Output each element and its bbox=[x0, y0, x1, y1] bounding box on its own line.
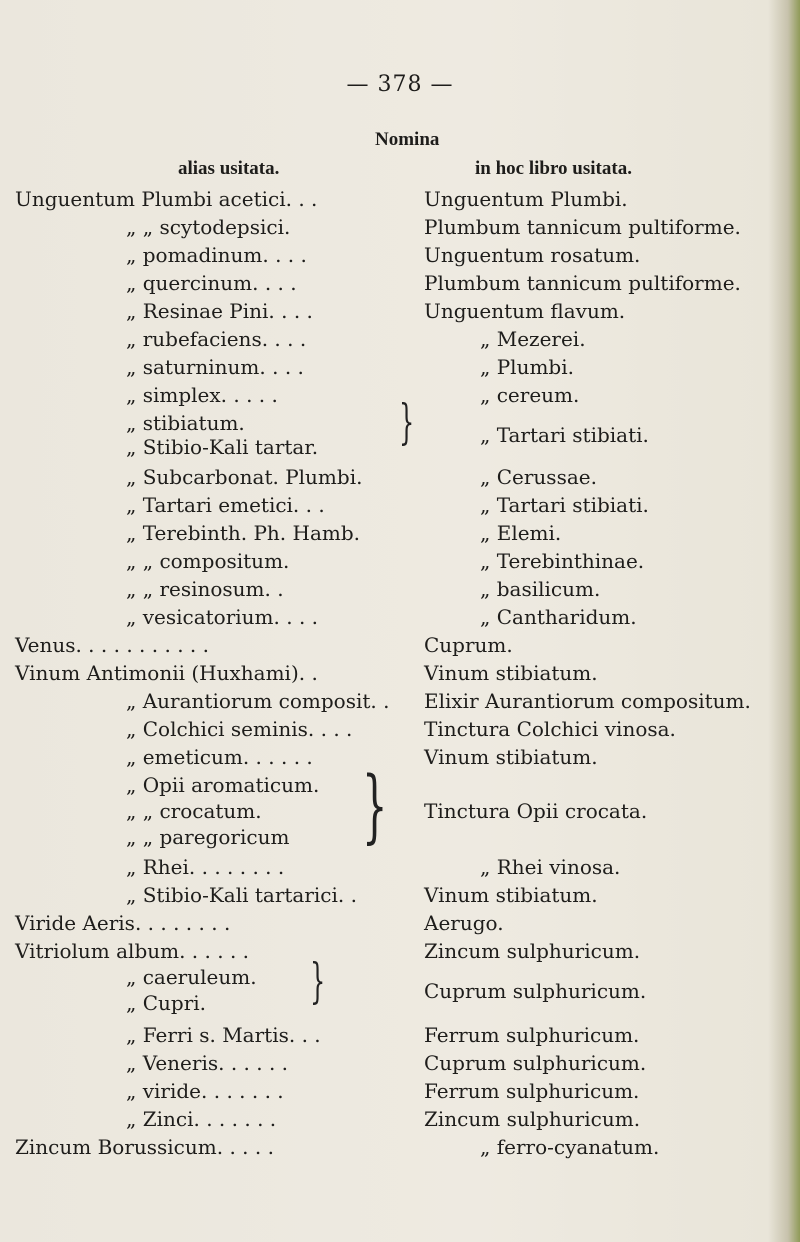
old-name: „ quercinum. . . . bbox=[126, 271, 297, 295]
old-name: „ saturninum. . . . bbox=[126, 355, 304, 379]
old-name: „ rubefaciens. . . . bbox=[126, 327, 307, 351]
new-name: „ Tartari stibiati. bbox=[480, 493, 649, 517]
old-name: „ „ scytodepsici. bbox=[126, 215, 291, 239]
old-name: „ „ compositum. bbox=[126, 549, 290, 573]
old-name: „ „ crocatum. bbox=[126, 799, 262, 823]
old-name: Vinum Antimonii (Huxhami). . bbox=[15, 661, 318, 685]
new-name: Plumbum tannicum pultiforme. bbox=[424, 215, 741, 239]
new-name: Vinum stibiatum. bbox=[424, 883, 598, 907]
table-row bbox=[0, 714, 800, 744]
table-row bbox=[0, 240, 800, 270]
new-name: „ Terebinthinae. bbox=[480, 549, 645, 573]
old-name: „ caeruleum. bbox=[126, 965, 257, 989]
old-name: „ Stibio-Kali tartar. bbox=[126, 435, 319, 459]
table-row bbox=[0, 212, 800, 242]
brace-icon: } bbox=[310, 953, 326, 1009]
table-row bbox=[0, 852, 800, 882]
old-name: „ Rhei. . . . . . . . bbox=[126, 855, 285, 879]
new-name: Tinctura Opii crocata. bbox=[424, 799, 648, 823]
old-name: „ Veneris. . . . . . bbox=[126, 1051, 289, 1075]
old-name: „ „ resinosum. . bbox=[126, 577, 284, 601]
new-name: Cuprum. bbox=[424, 633, 513, 657]
old-name: „ Subcarbonat. Plumbi. bbox=[126, 465, 363, 489]
new-name: „ Cerussae. bbox=[480, 465, 597, 489]
new-name: „ Mezerei. bbox=[480, 327, 586, 351]
new-name: Zincum sulphuricum. bbox=[424, 939, 641, 963]
old-name: „ Aurantiorum composit. . bbox=[126, 689, 390, 713]
new-name: Unguentum Plumbi. bbox=[424, 187, 628, 211]
new-name: Zincum sulphuricum. bbox=[424, 1107, 641, 1131]
header-nomina: Nomina bbox=[375, 129, 440, 150]
table-row bbox=[0, 658, 800, 688]
new-name: Ferrum sulphuricum. bbox=[424, 1023, 640, 1047]
page-number: — 378 — bbox=[346, 72, 454, 97]
new-name: „ cereum. bbox=[480, 383, 580, 407]
old-name: „ pomadinum. . . . bbox=[126, 243, 307, 267]
new-name: „ Plumbi. bbox=[480, 355, 574, 379]
header-alias-usitata: alias usitata. bbox=[178, 158, 280, 179]
old-name: Zincum Borussicum. . . . . bbox=[15, 1135, 274, 1159]
new-name: „ ferro-cyanatum. bbox=[480, 1135, 660, 1159]
table-row bbox=[0, 268, 800, 298]
table-row bbox=[0, 1104, 800, 1134]
old-name: Vitriolum album. . . . . . bbox=[15, 939, 250, 963]
table-row bbox=[0, 352, 800, 382]
table-row bbox=[0, 1076, 800, 1106]
new-name: Cuprum sulphuricum. bbox=[424, 1051, 647, 1075]
table-row bbox=[0, 324, 800, 354]
old-name: „ simplex. . . . . bbox=[126, 383, 278, 407]
new-name: Aerugo. bbox=[424, 911, 504, 935]
new-name: Vinum stibiatum. bbox=[424, 745, 598, 769]
old-name: „ Opii aromaticum. bbox=[126, 773, 320, 797]
table-row bbox=[0, 602, 800, 632]
table-row bbox=[0, 490, 800, 520]
table-row bbox=[0, 1132, 800, 1162]
table-row bbox=[0, 462, 800, 492]
old-name: „ Stibio-Kali tartarici. . bbox=[126, 883, 357, 907]
table-row bbox=[0, 184, 800, 214]
old-name: Unguentum Plumbi acetici. . . bbox=[15, 187, 318, 211]
table-row bbox=[0, 630, 800, 660]
table-row bbox=[0, 1020, 800, 1050]
new-name: „ Elemi. bbox=[480, 521, 562, 545]
old-name: „ stibiatum. bbox=[126, 411, 245, 435]
old-name: „ vesicatorium. . . . bbox=[126, 605, 319, 629]
new-name: Elixir Aurantiorum compositum. bbox=[424, 689, 751, 713]
old-name: „ emeticum. . . . . . bbox=[126, 745, 313, 769]
old-name: „ Colchici seminis. . . . bbox=[126, 717, 353, 741]
old-name: „ Ferri s. Martis. . . bbox=[126, 1023, 321, 1047]
header-in-hoc-libro: in hoc libro usitata. bbox=[475, 158, 632, 179]
table-row bbox=[0, 908, 800, 938]
old-name: Venus. . . . . . . . . . . bbox=[15, 633, 209, 657]
table-row bbox=[0, 979, 800, 1018]
old-name: „ Resinae Pini. . . . bbox=[126, 299, 313, 323]
new-name: Cuprum sulphuricum. bbox=[424, 979, 647, 1003]
new-name: Tinctura Colchici vinosa. bbox=[424, 717, 676, 741]
old-name: „ Zinci. . . . . . . bbox=[126, 1107, 277, 1131]
old-name: „ „ paregoricum bbox=[126, 825, 290, 849]
table-row bbox=[0, 546, 800, 576]
old-name: „ Cupri. bbox=[126, 991, 207, 1015]
brace-icon: } bbox=[399, 394, 415, 450]
table-row bbox=[0, 742, 800, 772]
old-name: „ Tartari emetici. . . bbox=[126, 493, 325, 517]
old-name: Viride Aeris. . . . . . . . bbox=[15, 911, 231, 935]
new-name: „ Rhei vinosa. bbox=[480, 855, 621, 879]
table-row bbox=[0, 296, 800, 326]
new-name: „ Cantharidum. bbox=[480, 605, 637, 629]
new-name: Vinum stibiatum. bbox=[424, 661, 598, 685]
new-name: Plumbum tannicum pultiforme. bbox=[424, 271, 741, 295]
table-row bbox=[0, 518, 800, 548]
new-name: „ basilicum. bbox=[480, 577, 601, 601]
new-name: „ Tartari stibiati. bbox=[480, 423, 649, 447]
table-row bbox=[0, 1048, 800, 1078]
table-row bbox=[0, 880, 800, 910]
new-name: Ferrum sulphuricum. bbox=[424, 1079, 640, 1103]
old-name: „ viride. . . . . . . bbox=[126, 1079, 284, 1103]
brace-icon: } bbox=[362, 759, 388, 852]
table-row bbox=[0, 574, 800, 604]
table-row bbox=[0, 822, 800, 852]
old-name: „ Terebinth. Ph. Hamb. bbox=[126, 521, 360, 545]
new-name: Unguentum rosatum. bbox=[424, 243, 641, 267]
table-row bbox=[0, 686, 800, 716]
new-name: Unguentum flavum. bbox=[424, 299, 626, 323]
